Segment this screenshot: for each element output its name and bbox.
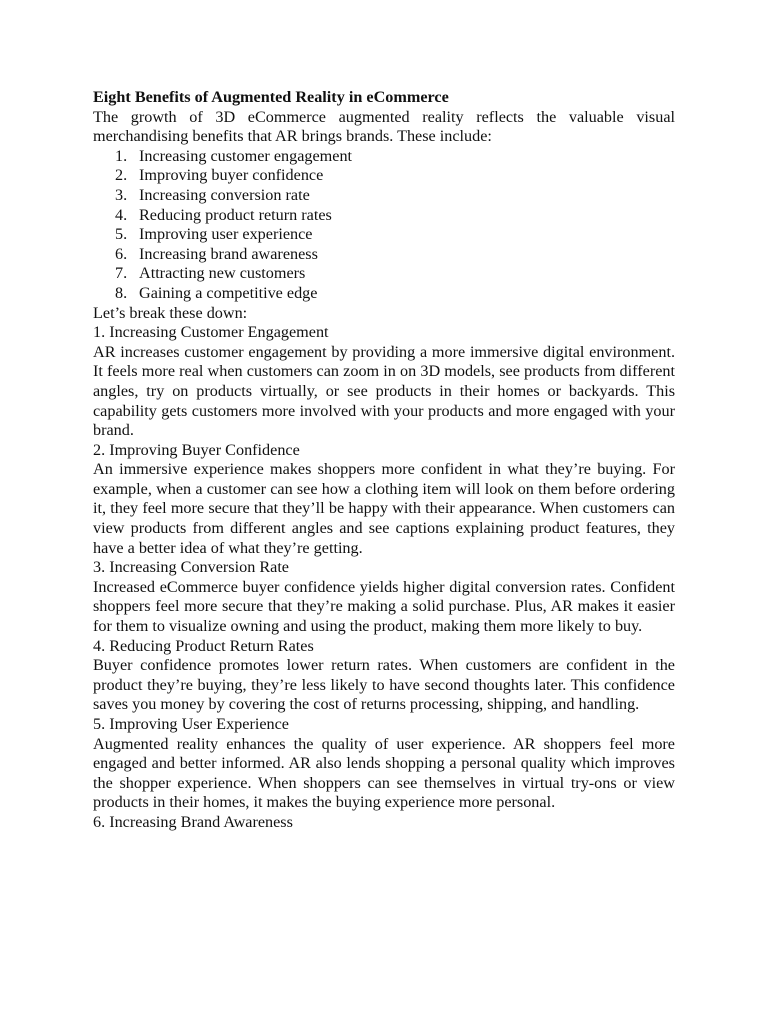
intro-paragraph: The growth of 3D eCommerce augmented reality reflects the valuable visual merchandising benefits that AR brings brands. These include:: [93, 107, 675, 146]
benefits-list: [93, 147, 675, 304]
section-heading: 5. Improving User Experience: [93, 715, 289, 733]
document-page: [93, 88, 675, 833]
section-heading: 4. Reducing Product Return Rates: [93, 636, 314, 655]
list-item-number: 6.: [115, 244, 128, 263]
list-item-text: Increasing conversion rate: [139, 185, 310, 204]
list-item: [93, 206, 675, 226]
section-heading: 6. Increasing Brand Awareness: [93, 812, 293, 831]
list-item-number: 1.: [115, 146, 128, 165]
list-item-number: 4.: [115, 205, 128, 224]
section-body: Increased eCommerce buyer confidence yields higher digital conversion rates. Confident shoppers feel more secure that they’re making a solid purchase. Plus, AR makes it easier for them to visualize owning and using the product, making them more likely to buy.: [93, 577, 675, 636]
list-item: [93, 147, 675, 167]
breakdown-intro: Let’s break these down:: [93, 303, 248, 322]
list-item-number: 3.: [115, 185, 128, 204]
list-item-text: Improving user experience: [139, 225, 313, 244]
list-item-text: Increasing brand awareness: [139, 244, 318, 263]
document-title: Eight Benefits of Augmented Reality in eCommerce: [93, 88, 449, 106]
section-body: An immersive experience makes shoppers more confident in what they’re buying. For example, when a customer can see how a clothing item will look on them before ordering it, they feel more secure that they’ll be happy with their appearance. When customers can view products from different angles and see captions explaining product features, they have a better idea of what they’re getting.: [93, 460, 675, 557]
list-item-text: Increasing customer engagement: [139, 146, 353, 165]
list-item: [93, 284, 675, 304]
list-item: [93, 264, 675, 284]
list-item: [93, 225, 675, 245]
section-body: Buyer confidence promotes lower return rates. When customers are confident in the product they’re buying, they’re less likely to have second thoughts later. This confidence saves you money by covering the cost of returns processing, shipping, and handling.: [93, 656, 675, 714]
list-item-number: 8.: [115, 283, 128, 302]
list-item: [93, 186, 675, 206]
list-item-text: Gaining a competitive edge: [139, 283, 318, 302]
list-item-number: 5.: [115, 225, 128, 244]
list-item-text: Improving buyer confidence: [139, 166, 324, 185]
section-body: Augmented reality enhances the quality of user experience. AR shoppers feel more engaged and better informed. AR also lends shopping a personal quality which improves the shopper experience. When shoppers can see themselves in virtual try-ons or view products in their homes, it makes the buying experience more personal.: [93, 734, 675, 812]
section-heading: 3. Increasing Conversion Rate: [93, 558, 289, 577]
section-heading: 1. Increasing Customer Engagement: [93, 323, 329, 342]
section-heading: 2. Improving Buyer Confidence: [93, 440, 300, 459]
section-body: AR increases customer engagement by providing a more immersive digital environment. It feels more real when customers can zoom in on 3D models, see products from different angles, try on products virtually, or see products in their homes or backyards. This capability gets customers more involved with your products and more engaged with your brand.: [93, 342, 675, 440]
list-item: [93, 245, 675, 265]
list-item-text: Reducing product return rates: [139, 205, 332, 224]
list-item-text: Attracting new customers: [139, 264, 306, 283]
list-item-number: 2.: [115, 166, 128, 185]
list-item-number: 7.: [115, 264, 128, 283]
list-item: [93, 166, 675, 186]
